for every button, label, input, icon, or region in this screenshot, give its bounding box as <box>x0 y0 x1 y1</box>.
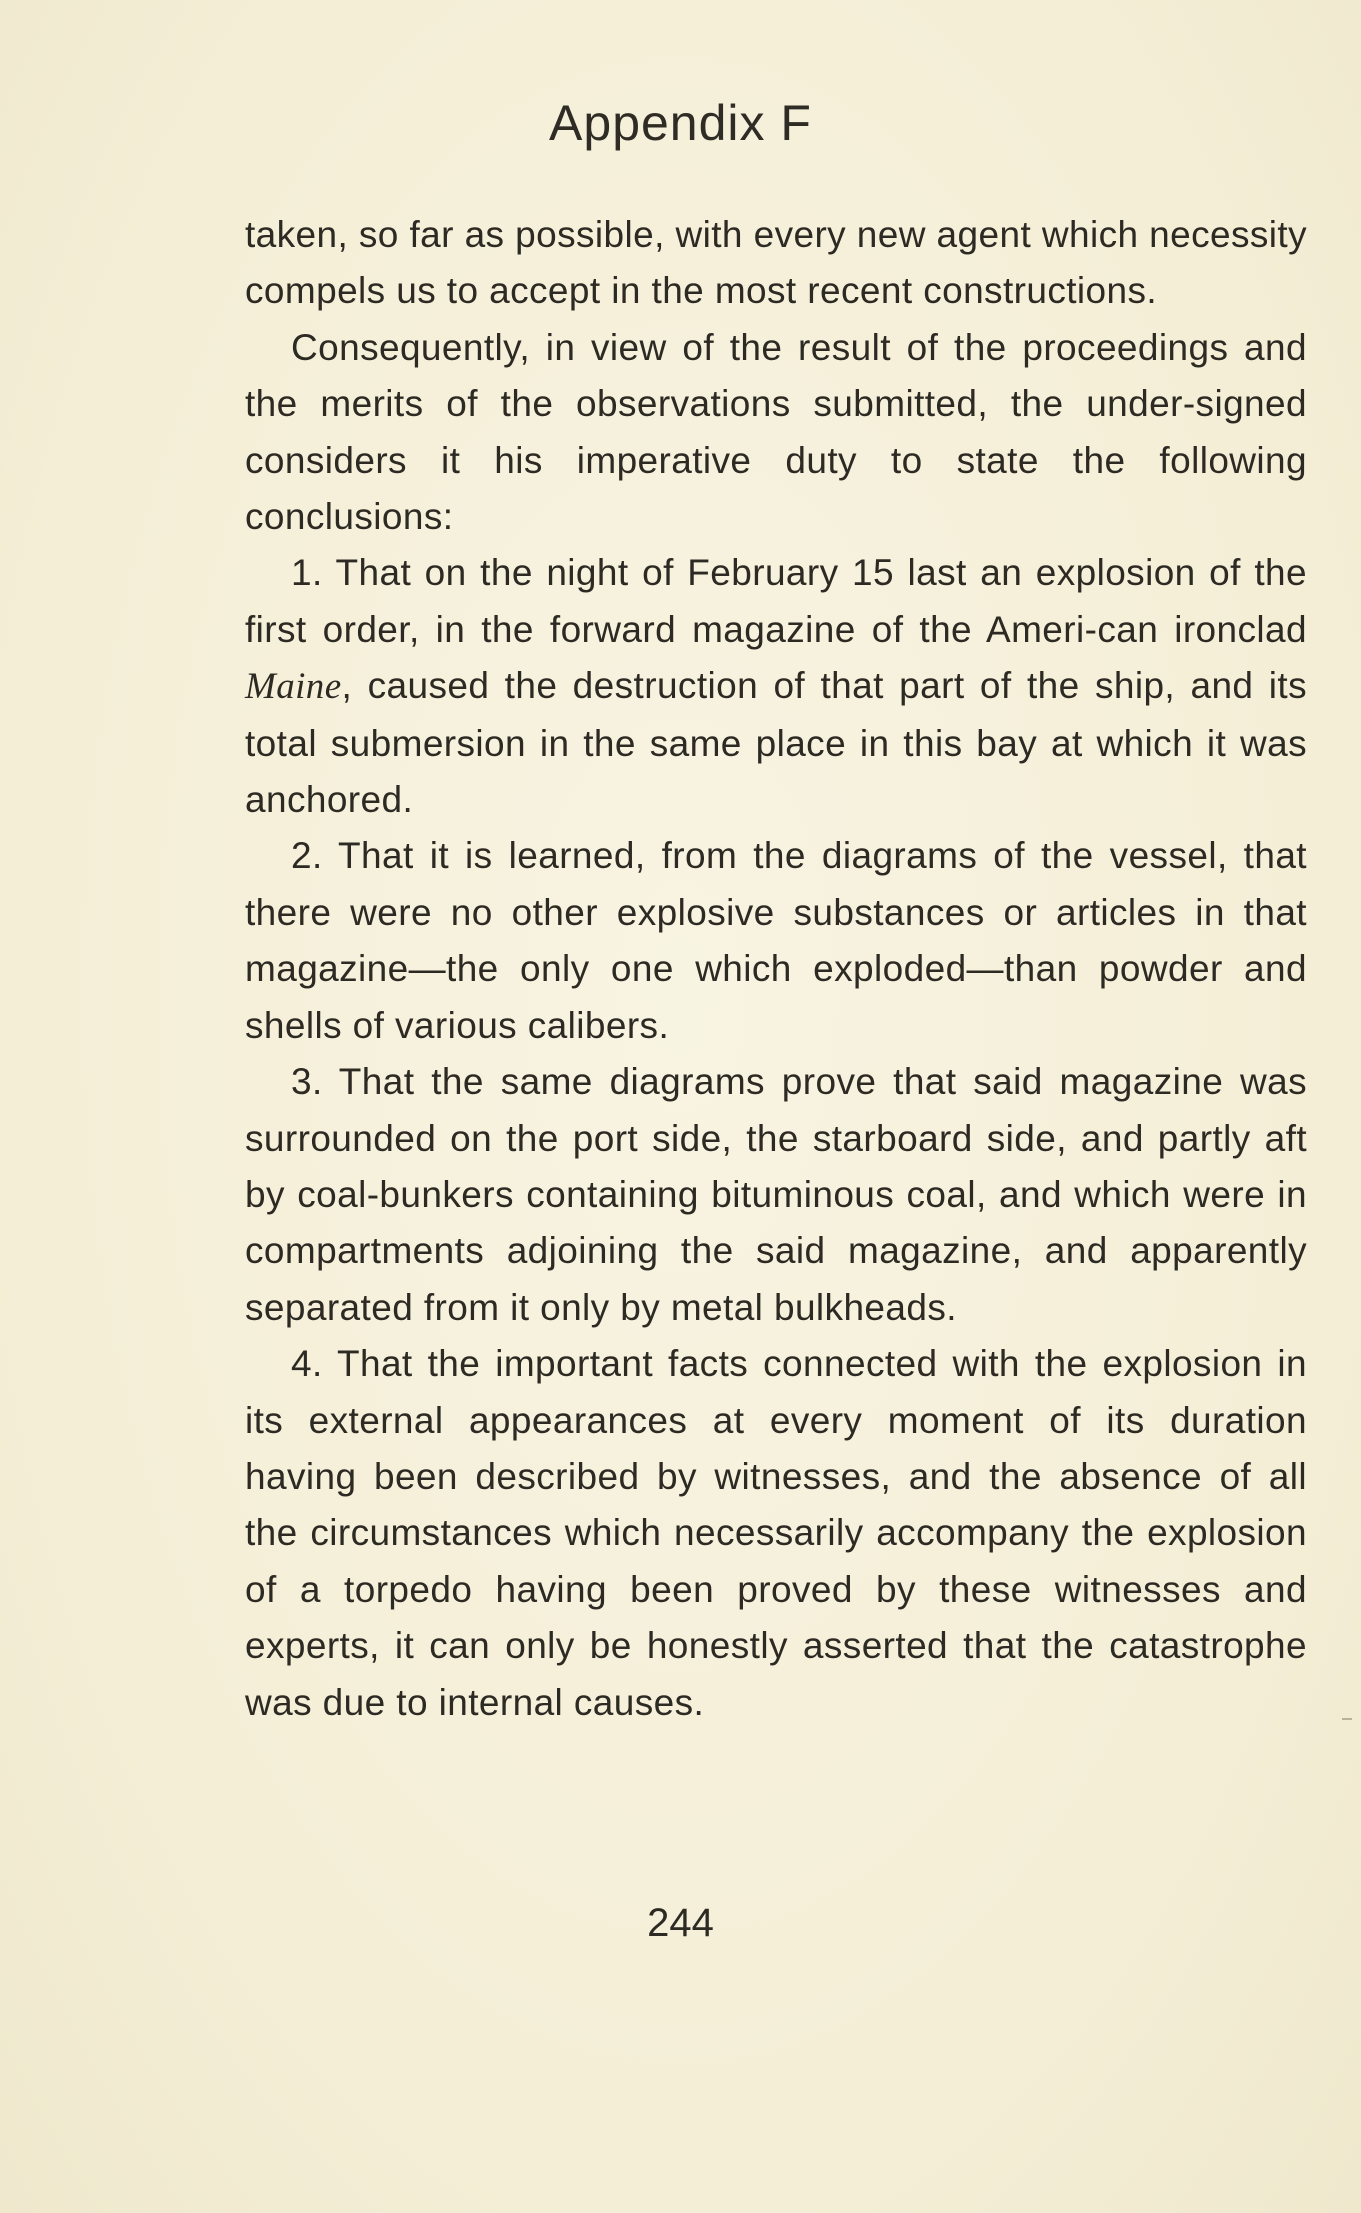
running-head: Appendix F <box>549 95 812 151</box>
paragraph-consequently: Consequently, in view of the result of the proceedings and the merits of the observations submitted, the under-signed considers it his imperative duty to state the following conclusions: <box>245 326 1307 538</box>
paragraph-continuation: taken, so far as possible, with every new agent which necessity compels us to accept in the most recent constructions. <box>245 214 1307 312</box>
conclusion-1-text-after: , caused the destruction of that part of the ship, and its total submersion in the same place in this bay at which it was anchored. <box>245 665 1307 821</box>
conclusion-2: 2. That it is learned, from the diagrams of the vessel, that there were no other explosive substances or articles in that magazine—the only one which exploded—than powder and shells of various calibers. <box>245 835 1307 1046</box>
body-text <box>245 207 1307 1731</box>
ship-name-maine: Maine <box>245 666 342 708</box>
conclusion-4: 4. That the important facts connected with the explosion in its external appearances at every moment of its duration having been described by witnesses, and the absence of all the circumstances which necessarily accompany the explosion of a torpedo having been proved by these witnesses and experts, it can only be honestly asserted that the catastrophe was due to internal causes. <box>245 1343 1307 1723</box>
conclusion-1-text-before: 1. That on the night of February 15 last an explosion of the first order, in the forward magazine of the Ameri-can ironclad <box>245 552 1307 650</box>
page-number: 244 <box>647 1901 714 1945</box>
conclusion-1 <box>245 545 1307 828</box>
margin-mark <box>1342 1718 1352 1720</box>
conclusion-3: 3. That the same diagrams prove that said magazine was surrounded on the port side, the starboard side, and partly aft by coal-bunkers containing bituminous coal, and which were in compartments adjoining the said magazine, and apparently separated from it only by metal bulkheads. <box>245 1061 1307 1328</box>
